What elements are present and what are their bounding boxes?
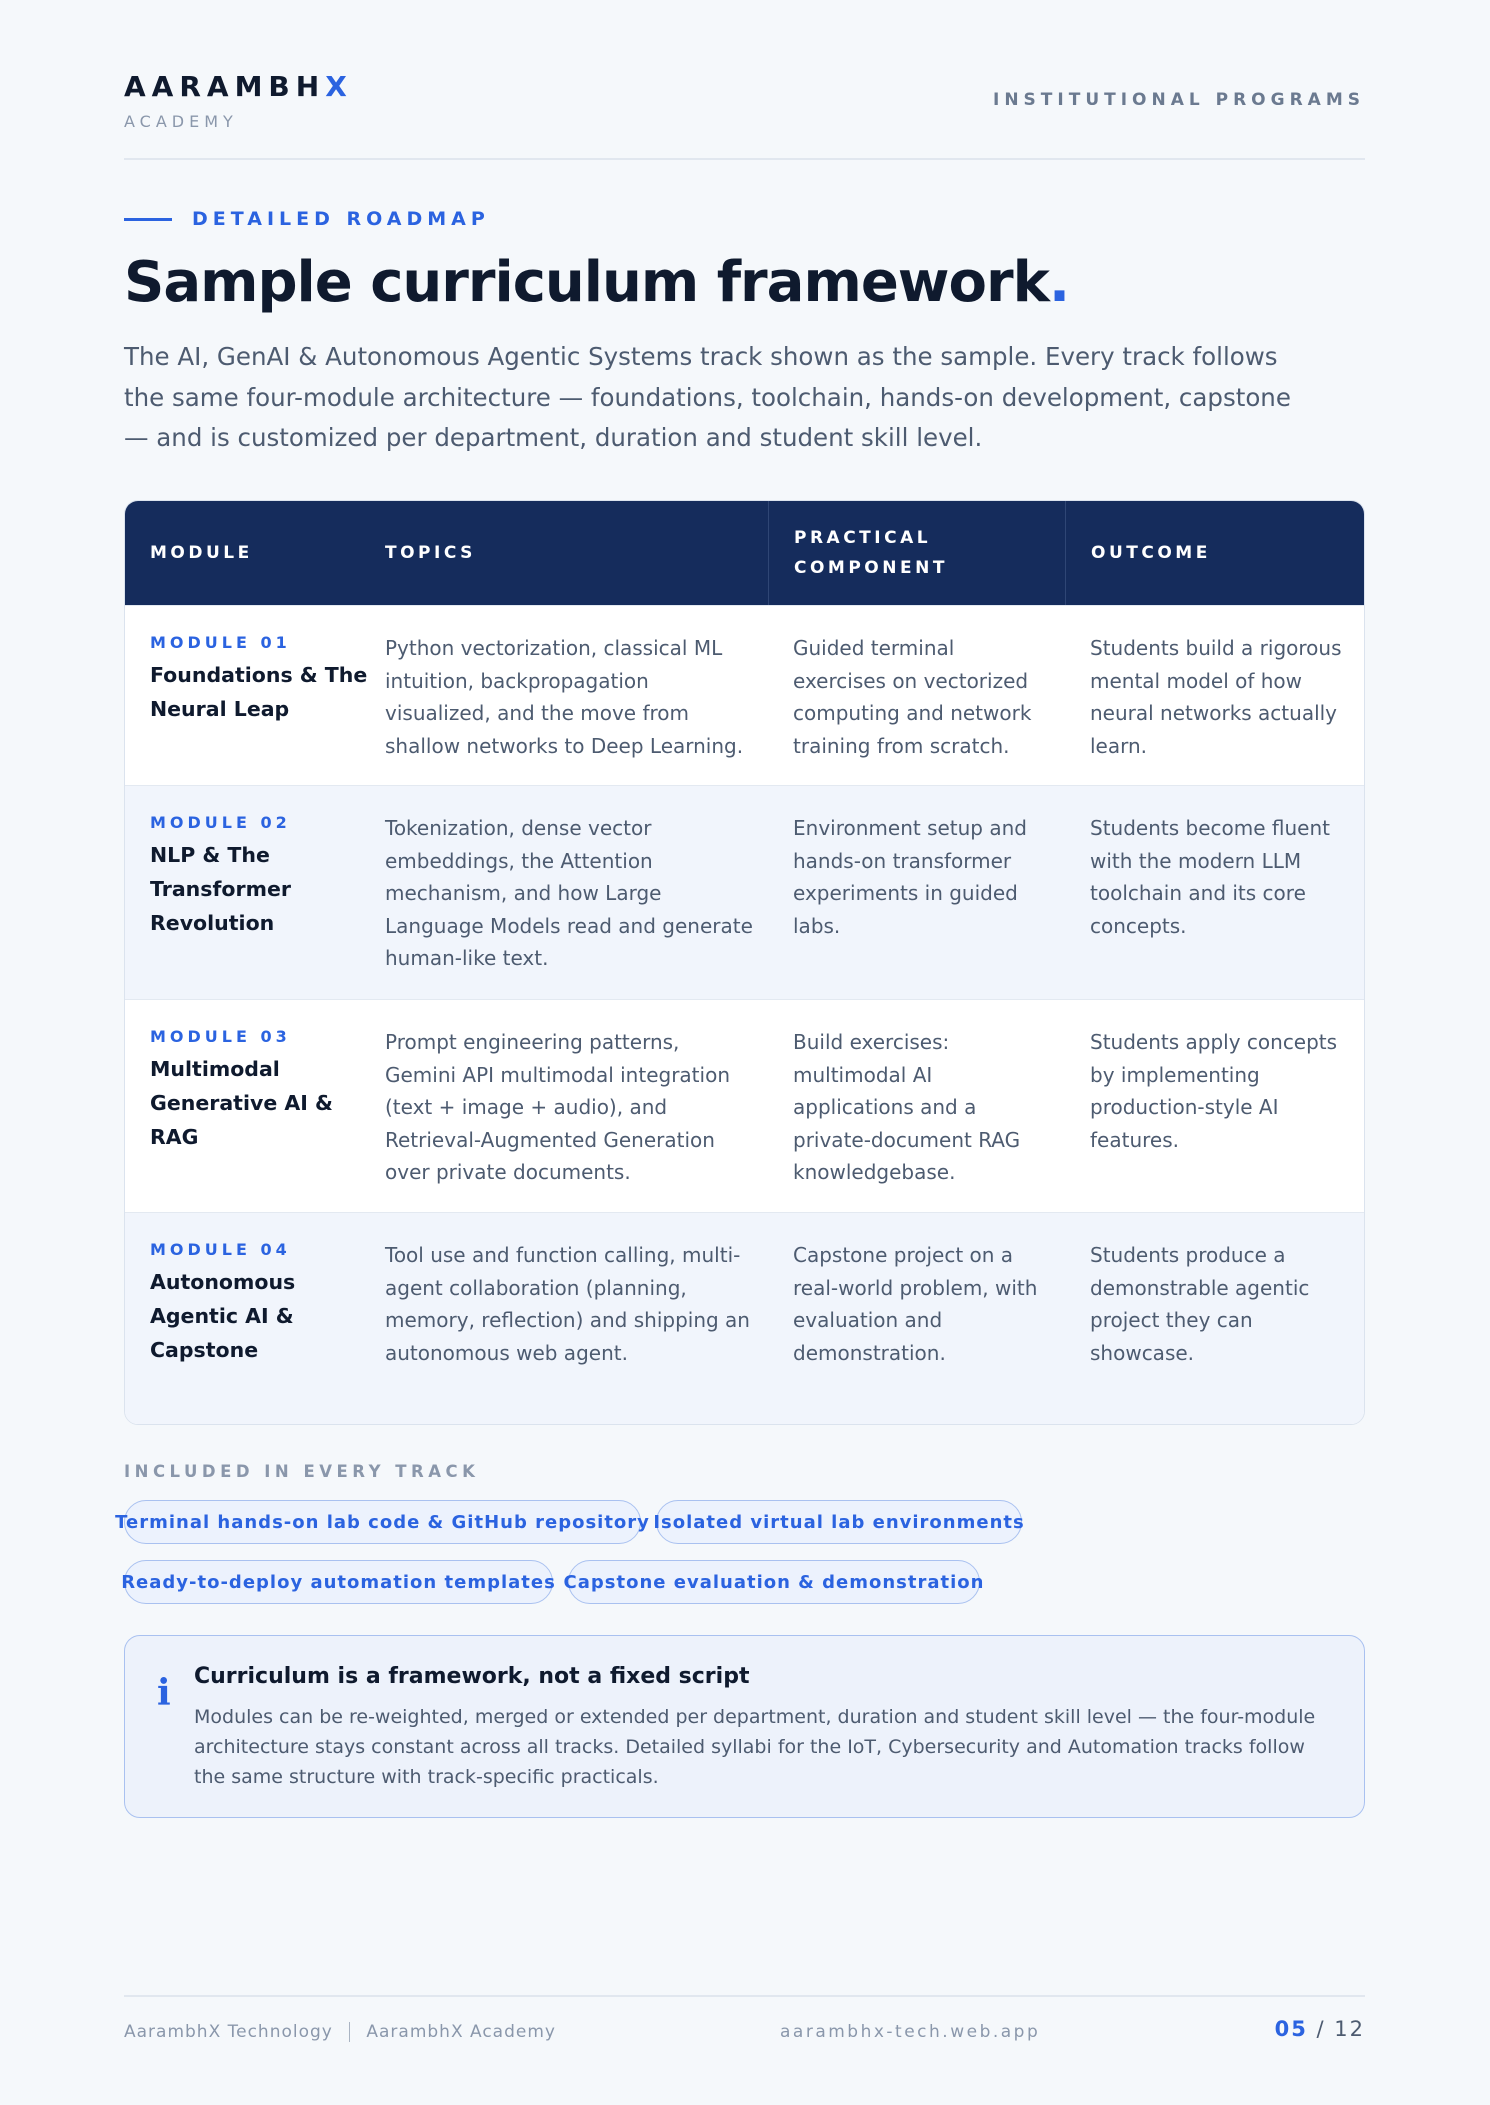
outcome-cell: Students produce a demonstrable agentic project they can showcase. (1090, 1243, 1310, 1365)
page-separator: / (1316, 2017, 1326, 2041)
table-row (125, 1212, 1364, 1424)
topics-cell: Prompt engineering patterns, Gemini API multimodal integration (text + image + audio), and Retrieval-Augmented Generation over private documents. (385, 1030, 730, 1184)
module-number: MODULE 04 (150, 1240, 291, 1259)
table-row (125, 785, 1364, 999)
header-section-label: INSTITUTIONAL PROGRAMS (993, 90, 1365, 110)
header-topics: TOPICS (385, 543, 476, 563)
module-number: MODULE 02 (150, 813, 291, 832)
header-module: MODULE (150, 543, 253, 563)
eyebrow-label: DETAILED ROADMAP (192, 208, 490, 230)
included-heading: INCLUDED IN EVERY TRACK (124, 1462, 480, 1481)
page-title-text: Sample curriculum framework (124, 250, 1049, 315)
section-eyebrow (124, 204, 490, 234)
page-number (1275, 2017, 1365, 2041)
practical-cell: Guided terminal exercises on vectorized computing and network training from scratch. (793, 636, 1032, 758)
page-total: 12 (1334, 2017, 1365, 2041)
footer-credits (124, 2022, 556, 2042)
header-outcome: OUTCOME (1065, 501, 1365, 605)
table-header (125, 501, 1364, 605)
feature-chip: Isolated virtual lab environments (656, 1500, 1022, 1544)
header-practical-line1: PRACTICAL (794, 528, 932, 548)
info-icon: i (157, 1672, 171, 1714)
table-row (125, 999, 1364, 1212)
info-callout (124, 1635, 1365, 1818)
module-cell (150, 812, 370, 940)
footer-academy: AarambhX Academy (366, 2022, 556, 2042)
module-name: Multimodal Generative AI & RAG (150, 1057, 333, 1149)
practical-cell: Environment setup and hands-on transformer experiments in guided labs. (793, 816, 1027, 938)
table-row (125, 605, 1364, 785)
page-title (124, 250, 1069, 315)
header-practical-line2: COMPONENT (794, 558, 948, 578)
module-name: Foundations & The Neural Leap (150, 663, 368, 721)
curriculum-table (124, 500, 1365, 1425)
outcome-cell: Students become fluent with the modern LLM toolchain and its core concepts. (1090, 816, 1330, 938)
page-header (124, 70, 1365, 160)
module-name: NLP & The Transformer Revolution (150, 843, 291, 935)
topics-cell: Tokenization, dense vector embeddings, the Attention mechanism, and how Large Language Models read and generate human-like text. (385, 816, 753, 970)
title-dot: . (1048, 250, 1070, 315)
topics-cell: Tool use and function calling, multi-agent collaboration (planning, memory, reflection) and shipping an autonomous web agent. (385, 1243, 750, 1365)
feature-chip: Terminal hands-on lab code & GitHub repository (124, 1500, 641, 1544)
feature-chip: Capstone evaluation & demonstration (568, 1560, 980, 1604)
module-cell (150, 1026, 370, 1154)
page-current: 05 (1274, 2017, 1308, 2041)
module-cell (150, 1239, 370, 1367)
header-practical (768, 501, 1065, 605)
module-cell (150, 632, 370, 726)
module-number: MODULE 03 (150, 1027, 291, 1046)
footer-company: AarambhX Technology (124, 2022, 333, 2042)
footer-divider (349, 2022, 351, 2042)
brand-accent: X (325, 70, 353, 103)
intro-paragraph: The AI, GenAI & Autonomous Agentic Systems track shown as the sample. Every track follows the same four-module architecture — foundations, toolchain, hands-on development, capstone — and is customized per department, duration and student skill level. (124, 342, 1291, 452)
brand-main: AARAMBH (124, 70, 326, 103)
outcome-cell: Students apply concepts by implementing production-style AI features. (1090, 1030, 1338, 1152)
practical-cell: Capstone project on a real-world problem, with evaluation and demonstration. (793, 1243, 1038, 1365)
topics-cell: Python vectorization, classical ML intuition, backpropagation visualized, and the move from shallow networks to Deep Learning. (385, 636, 744, 758)
module-name: Autonomous Agentic AI & Capstone (150, 1270, 296, 1362)
page-footer (124, 1995, 1365, 2065)
module-number: MODULE 01 (150, 633, 291, 652)
practical-cell: Build exercises: multimodal AI applications and a private-document RAG knowledgebase. (793, 1030, 1021, 1184)
outcome-cell: Students build a rigorous mental model of how neural networks actually learn. (1090, 636, 1342, 758)
brand-subtitle: ACADEMY (124, 112, 238, 131)
callout-body: Modules can be re-weighted, merged or extended per department, duration and student skill level — the four-module architecture stays constant across all tracks. Detailed syllabi for the IoT, Cybersecurity and Automation tracks follow the same structure with track-specific practicals. (194, 1706, 1316, 1788)
footer-url: aarambhx-tech.web.app (780, 2022, 1041, 2042)
brand-logo (124, 70, 353, 103)
callout-title: Curriculum is a framework, not a fixed script (194, 1664, 750, 1689)
feature-chip: Ready-to-deploy automation templates (124, 1560, 553, 1604)
eyebrow-rule (124, 218, 172, 221)
